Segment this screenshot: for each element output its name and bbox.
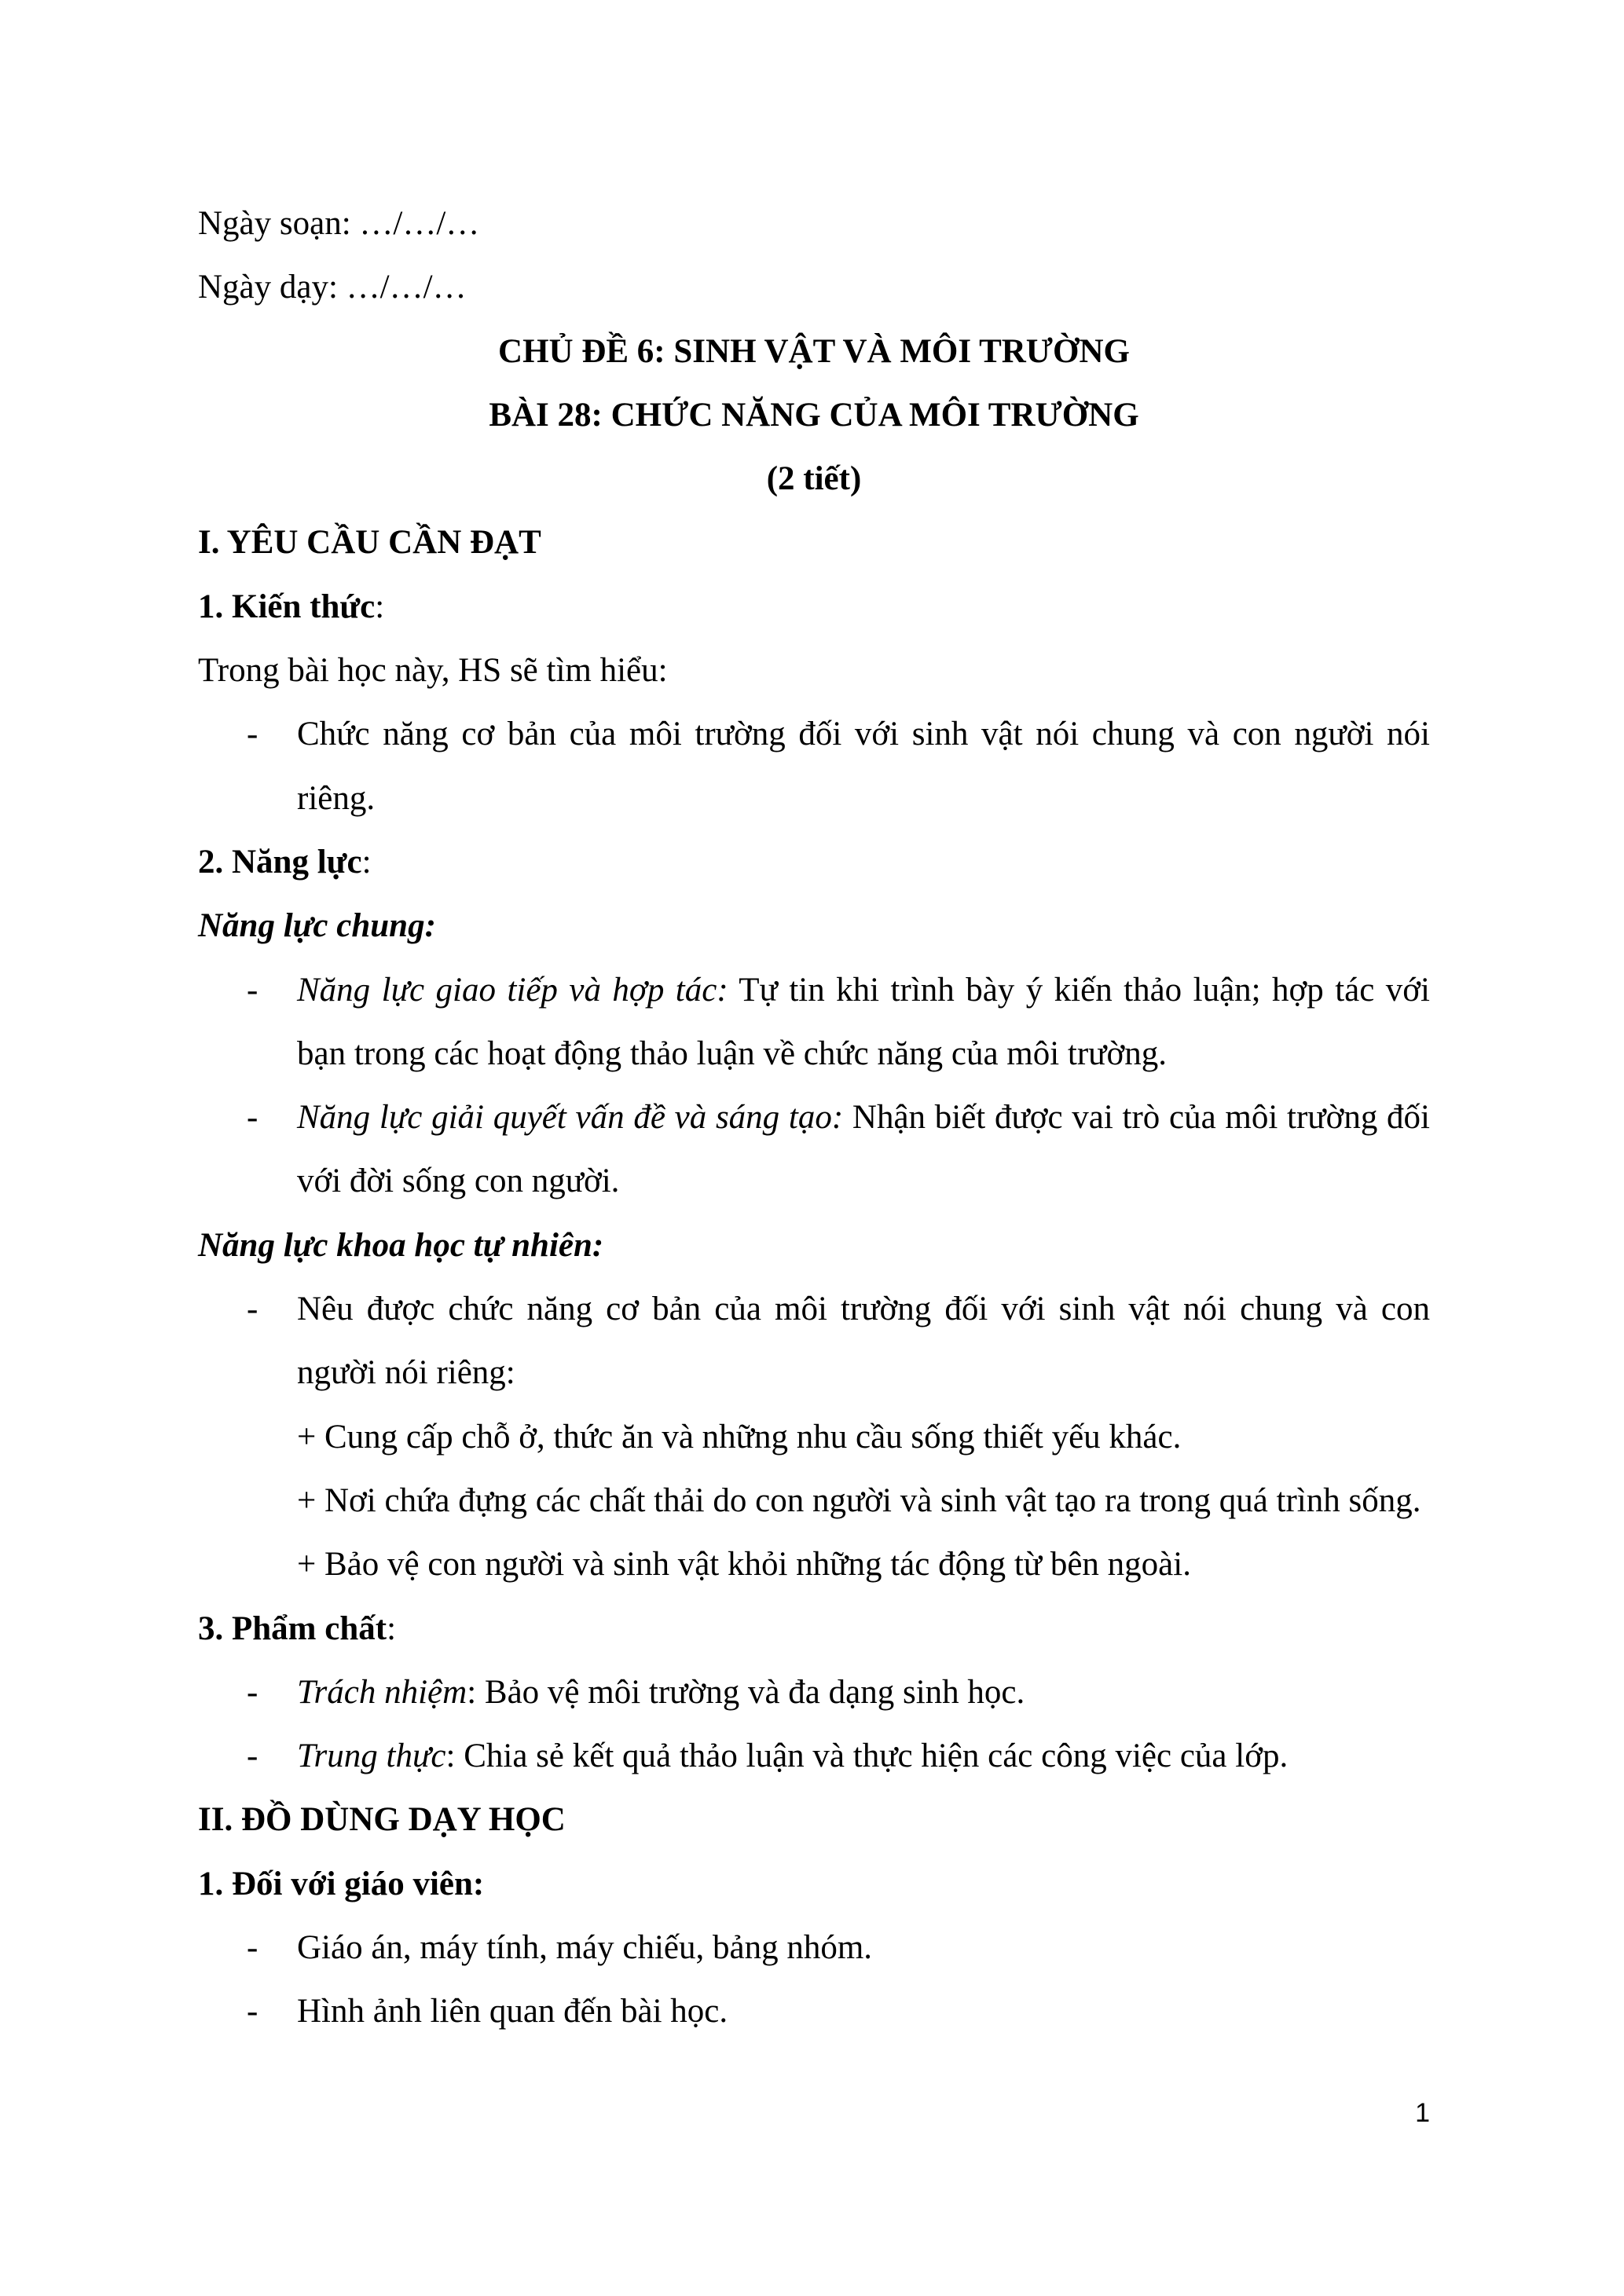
science-competence-item: Nêu được chức năng cơ bản của môi trường đối với sinh vật nói chung và con người nói riêng: (297, 1291, 1430, 1392)
science-subitem-1: + Cung cấp chỗ ở, thức ăn và những nhu cầu sống thiết yếu khác. (297, 1418, 1182, 1456)
list-item (198, 1277, 1430, 1405)
list-item (198, 1724, 1430, 1788)
general-competence-heading: Năng lực chung: (198, 907, 436, 945)
knowledge-intro: Trong bài học này, HS sẽ tìm hiểu: (198, 652, 668, 690)
general-competence-item-2 (297, 1086, 1430, 1214)
bullet-dash: - (247, 1673, 258, 1711)
science-competence-heading: Năng lực khoa học tự nhiên: (198, 1226, 604, 1264)
teach-date: Ngày dạy: …/…/… (198, 269, 467, 306)
page-number: 1 (1415, 2098, 1430, 2128)
bullet-dash: - (247, 1099, 258, 1137)
bullet-dash: - (247, 716, 258, 753)
bullet-dash: - (247, 1291, 258, 1328)
item-text: : Chia sẻ kết quả thảo luận và thực hiện các công việc của lớp. (445, 1738, 1289, 1775)
general-competence-item-1 (297, 958, 1430, 1086)
list-item (198, 702, 1430, 830)
qualities-heading-text: 3. Phẩm chất (198, 1609, 387, 1647)
bullet-dash: - (247, 1738, 258, 1775)
item-label: Trung thực (297, 1738, 446, 1775)
quality-item-1 (297, 1661, 1430, 1724)
item-label: Năng lực giao tiếp và hợp tác: (297, 971, 728, 1009)
teacher-item-2: Hình ảnh liên quan đến bài học. (297, 1993, 728, 2031)
bullet-dash: - (247, 1993, 258, 2031)
lesson-title: BÀI 28: CHỨC NĂNG CỦA MÔI TRƯỜNG (489, 396, 1139, 434)
science-subitem-3: + Bảo vệ con người và sinh vật khỏi những tác động từ bên ngoài. (297, 1546, 1191, 1584)
teacher-item-1: Giáo án, máy tính, máy chiếu, bảng nhóm. (297, 1929, 873, 1967)
knowledge-heading-text: 1. Kiến thức (198, 588, 376, 625)
list-item (198, 1979, 1430, 2043)
teacher-heading: 1. Đối với giáo viên: (198, 1865, 485, 1902)
item-text: Nhận biết được vai trò của môi trường đối với đời sống con người. (297, 1099, 1430, 1200)
knowledge-heading-colon: : (375, 588, 385, 625)
prep-date: Ngày soạn: …/…/… (198, 205, 480, 242)
topic-title: CHỦ ĐỀ 6: SINH VẬT VÀ MÔI TRƯỜNG (498, 332, 1130, 370)
item-text: Tự tin khi trình bày ý kiến thảo luận; hợp tác với bạn trong các hoạt động thảo luận về chức năng của môi trường. (297, 971, 1430, 1072)
lesson-periods: (2 tiết) (766, 460, 862, 498)
qualities-heading-colon: : (387, 1609, 397, 1647)
section-2-heading: II. ĐỒ DÙNG DẠY HỌC (198, 1801, 566, 1839)
list-item (198, 958, 1430, 1086)
document-page (198, 192, 1430, 2044)
item-label: Năng lực giải quyết vấn đề và sáng tạo: (297, 1099, 844, 1137)
bullet-dash: - (247, 1929, 258, 1967)
bullet-dash: - (247, 971, 258, 1009)
competence-heading (198, 830, 1430, 894)
qualities-heading (198, 1597, 1430, 1661)
quality-item-2 (297, 1724, 1430, 1788)
competence-heading-text: 2. Năng lực (198, 843, 362, 881)
item-text: : Bảo vệ môi trường và đa dạng sinh học. (467, 1673, 1025, 1711)
competence-heading-colon: : (361, 843, 372, 881)
list-item (198, 1086, 1430, 1214)
knowledge-item-1: Chức năng cơ bản của môi trường đối với sinh vật nói chung và con người nói riêng. (297, 716, 1430, 817)
knowledge-heading (198, 575, 1430, 639)
science-subitem-2: + Nơi chứa đựng các chất thải do con người và sinh vật tạo ra trong quá trình sống. (297, 1481, 1421, 1519)
section-1-heading: I. YÊU CẦU CẦN ĐẠT (198, 524, 541, 562)
item-label: Trách nhiệm (297, 1673, 467, 1711)
list-item (198, 1916, 1430, 1979)
list-item (198, 1661, 1430, 1724)
